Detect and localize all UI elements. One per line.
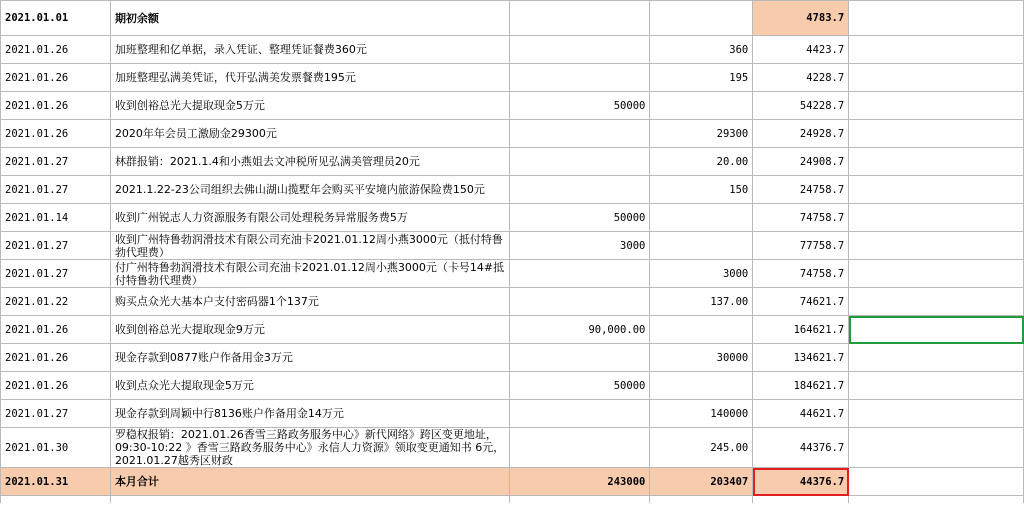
description-cell[interactable]: 收到创裕总光大提取现金9万元 xyxy=(110,316,510,344)
expense-cell[interactable] xyxy=(650,204,753,232)
empty-cell[interactable] xyxy=(849,288,1024,316)
description-cell[interactable]: 收到创裕总光大提取现金5万元 xyxy=(110,92,510,120)
description-cell[interactable]: 期初余额 xyxy=(110,1,510,36)
balance-cell[interactable] xyxy=(753,496,849,503)
balance-cell[interactable]: 4783.7 xyxy=(753,1,849,36)
expense-cell[interactable] xyxy=(650,496,753,503)
date-cell[interactable] xyxy=(1,496,111,503)
expense-cell[interactable]: 360 xyxy=(650,36,753,64)
table-row xyxy=(1,288,1024,316)
table-row xyxy=(1,120,1024,148)
balance-cell[interactable]: 24908.7 xyxy=(753,148,849,176)
balance-cell[interactable]: 24928.7 xyxy=(753,120,849,148)
income-cell[interactable] xyxy=(510,288,650,316)
expense-cell[interactable]: 150 xyxy=(650,176,753,204)
table-row xyxy=(1,428,1024,468)
date-cell[interactable]: 2021.01.22 xyxy=(1,288,111,316)
date-cell[interactable]: 2021.01.26 xyxy=(1,120,111,148)
description-cell[interactable]: 收到广州锐志人力资源服务有限公司处理税务异常服务费5万 xyxy=(110,204,510,232)
selected-cell[interactable] xyxy=(849,316,1024,344)
income-cell[interactable] xyxy=(510,176,650,204)
income-cell[interactable] xyxy=(510,496,650,503)
empty-cell[interactable] xyxy=(849,344,1024,372)
table-row xyxy=(1,64,1024,92)
date-cell[interactable]: 2021.01.27 xyxy=(1,148,111,176)
income-cell[interactable] xyxy=(510,428,650,468)
expense-cell[interactable]: 245.00 xyxy=(650,428,753,468)
balance-cell[interactable]: 74758.7 xyxy=(753,204,849,232)
empty-cell[interactable] xyxy=(849,428,1024,468)
balance-cell[interactable]: 4228.7 xyxy=(753,64,849,92)
table-row xyxy=(1,204,1024,232)
empty-cell[interactable] xyxy=(849,260,1024,288)
date-cell[interactable]: 2021.01.26 xyxy=(1,36,111,64)
expense-cell[interactable] xyxy=(650,92,753,120)
table-row xyxy=(1,232,1024,260)
description-cell[interactable]: 现金存款到0877账户作备用金3万元 xyxy=(110,344,510,372)
balance-cell[interactable]: 164621.7 xyxy=(753,316,849,344)
table-row xyxy=(1,1,1024,36)
empty-cell[interactable] xyxy=(849,92,1024,120)
income-cell[interactable]: 50000 xyxy=(510,204,650,232)
expense-cell[interactable]: 140000 xyxy=(650,400,753,428)
date-cell[interactable]: 2021.01.31 xyxy=(1,468,111,496)
income-cell[interactable] xyxy=(510,120,650,148)
date-cell[interactable]: 2021.01.27 xyxy=(1,176,111,204)
income-cell[interactable] xyxy=(510,1,650,36)
table-row xyxy=(1,260,1024,288)
balance-cell[interactable]: 44376.7 xyxy=(753,428,849,468)
balance-cell[interactable]: 54228.7 xyxy=(753,92,849,120)
description-cell[interactable] xyxy=(110,496,510,503)
description-cell[interactable]: 2021.1.22-23公司组织去佛山湖山揽墅年会购买平安境内旅游保险费150元 xyxy=(110,176,510,204)
description-cell[interactable]: 林群报销：2021.1.4和小燕姐去文冲税所见弘满美管理员20元 xyxy=(110,148,510,176)
expense-cell[interactable]: 20.00 xyxy=(650,148,753,176)
description-cell[interactable]: 加班整理和亿单据，录入凭证、整理凭证餐费360元 xyxy=(110,36,510,64)
balance-cell[interactable]: 74758.7 xyxy=(753,260,849,288)
empty-cell[interactable] xyxy=(849,120,1024,148)
income-cell[interactable] xyxy=(510,64,650,92)
date-cell[interactable]: 2021.01.26 xyxy=(1,64,111,92)
expense-cell[interactable]: 3000 xyxy=(650,260,753,288)
description-cell[interactable]: 收到广州特鲁勃润滑技术有限公司充油卡2021.01.12周小燕3000元（抵付特鲁勃代理费） xyxy=(110,232,510,260)
income-cell[interactable]: 50000 xyxy=(510,92,650,120)
description-cell[interactable]: 现金存款到周颖中行8136账户作备用金14万元 xyxy=(110,400,510,428)
balance-cell[interactable]: 74621.7 xyxy=(753,288,849,316)
income-cell[interactable]: 3000 xyxy=(510,232,650,260)
empty-cell[interactable] xyxy=(849,1,1024,36)
expense-cell[interactable]: 137.00 xyxy=(650,288,753,316)
empty-cell[interactable] xyxy=(849,176,1024,204)
empty-cell[interactable] xyxy=(849,372,1024,400)
income-cell[interactable]: 243000 xyxy=(510,468,650,496)
expense-cell[interactable]: 30000 xyxy=(650,344,753,372)
expense-cell[interactable] xyxy=(650,1,753,36)
date-cell[interactable]: 2021.01.01 xyxy=(1,1,111,36)
balance-cell[interactable]: 184621.7 xyxy=(753,372,849,400)
description-cell[interactable]: 加班整理弘满美凭证，代开弘满美发票餐费195元 xyxy=(110,64,510,92)
date-cell[interactable]: 2021.01.27 xyxy=(1,260,111,288)
empty-cell[interactable] xyxy=(849,468,1024,496)
highlighted-total-balance[interactable]: 44376.7 xyxy=(753,468,849,496)
date-cell[interactable]: 2021.01.27 xyxy=(1,400,111,428)
income-cell[interactable]: 90,000.00 xyxy=(510,316,650,344)
balance-cell[interactable]: 4423.7 xyxy=(753,36,849,64)
balance-cell[interactable]: 24758.7 xyxy=(753,176,849,204)
total-row xyxy=(1,468,1024,496)
table-row xyxy=(1,372,1024,400)
partial-row xyxy=(1,496,1024,503)
table-row xyxy=(1,148,1024,176)
table-row xyxy=(1,344,1024,372)
expense-cell[interactable] xyxy=(650,316,753,344)
income-cell[interactable] xyxy=(510,400,650,428)
date-cell[interactable]: 2021.01.26 xyxy=(1,344,111,372)
table-row xyxy=(1,36,1024,64)
empty-cell[interactable] xyxy=(849,496,1024,503)
date-cell[interactable]: 2021.01.26 xyxy=(1,372,111,400)
expense-cell[interactable]: 203407 xyxy=(650,468,753,496)
date-cell[interactable]: 2021.01.30 xyxy=(1,428,111,468)
expense-cell[interactable] xyxy=(650,372,753,400)
table-row xyxy=(1,400,1024,428)
table-row xyxy=(1,176,1024,204)
description-cell[interactable]: 付广州特鲁勃润滑技术有限公司充油卡2021.01.12周小燕3000元（卡号14#抵付特鲁勃代理费） xyxy=(110,260,510,288)
description-cell[interactable]: 罗稳权报销：2021.01.26香雪三路政务服务中心》新代网络》跨区变更地址，09:30-10:22 》香雪三路政务服务中心》永信人力资源》领取变更通知书 6元，2021.01.27越秀区财政 xyxy=(110,428,510,468)
description-cell[interactable]: 购买点众光大基本户支付密码器1个137元 xyxy=(110,288,510,316)
empty-cell[interactable] xyxy=(849,204,1024,232)
table-row xyxy=(1,316,1024,344)
date-cell[interactable]: 2021.01.14 xyxy=(1,204,111,232)
description-cell[interactable]: 2020年年会员工激励金29300元 xyxy=(110,120,510,148)
date-cell[interactable]: 2021.01.27 xyxy=(1,232,111,260)
empty-cell[interactable] xyxy=(849,232,1024,260)
balance-cell[interactable]: 134621.7 xyxy=(753,344,849,372)
expense-cell[interactable]: 195 xyxy=(650,64,753,92)
empty-cell[interactable] xyxy=(849,148,1024,176)
income-cell[interactable] xyxy=(510,36,650,64)
description-cell[interactable]: 本月合计 xyxy=(110,468,510,496)
income-cell[interactable]: 50000 xyxy=(510,372,650,400)
income-cell[interactable] xyxy=(510,344,650,372)
expense-cell[interactable] xyxy=(650,232,753,260)
table-row xyxy=(1,92,1024,120)
empty-cell[interactable] xyxy=(849,64,1024,92)
description-cell[interactable]: 收到点众光大提取现金5万元 xyxy=(110,372,510,400)
income-cell[interactable] xyxy=(510,260,650,288)
date-cell[interactable]: 2021.01.26 xyxy=(1,316,111,344)
empty-cell[interactable] xyxy=(849,400,1024,428)
date-cell[interactable]: 2021.01.26 xyxy=(1,92,111,120)
balance-cell[interactable]: 77758.7 xyxy=(753,232,849,260)
expense-cell[interactable]: 29300 xyxy=(650,120,753,148)
balance-cell[interactable]: 44621.7 xyxy=(753,400,849,428)
empty-cell[interactable] xyxy=(849,36,1024,64)
income-cell[interactable] xyxy=(510,148,650,176)
